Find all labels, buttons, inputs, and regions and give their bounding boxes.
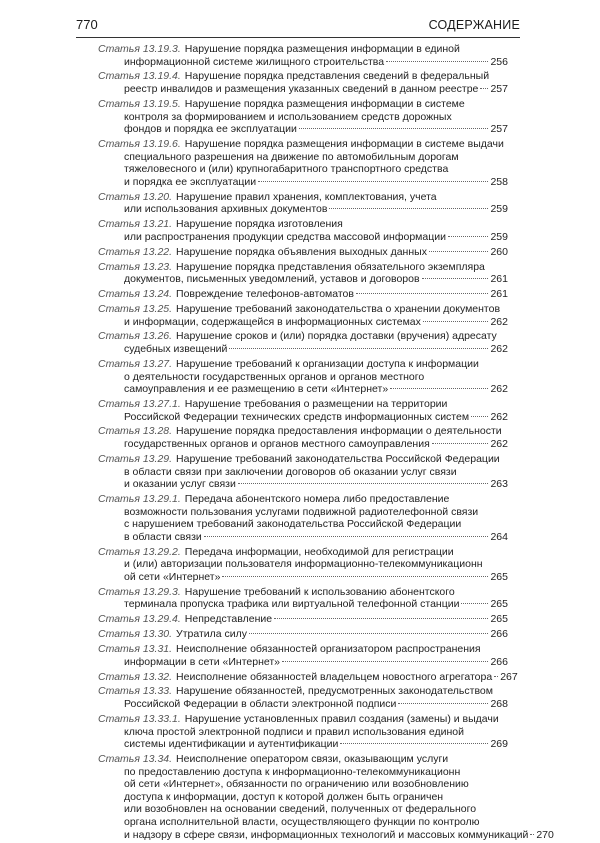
page-ref: 265 (490, 613, 508, 626)
toc-entry (98, 218, 508, 243)
article-label: Статья 13.19.3. (98, 43, 181, 55)
entry-title-text: Нарушение порядка предоставления информации о деятельности (176, 425, 502, 438)
entry-title-text: Нарушение обязанностей, предусмотренных законодательством (176, 685, 493, 698)
article-label: Статья 13.19.5. (98, 97, 181, 110)
entry-title-text: возможности пользования услугами подвижной радиотелефонной связи (124, 505, 479, 518)
toc-entry (98, 246, 508, 259)
dot-leader (432, 443, 489, 444)
page-ref: 269 (490, 738, 508, 751)
toc-entry-line (98, 586, 508, 599)
article-label: Статья 13.23. (98, 260, 173, 273)
toc-entry-line (98, 383, 508, 396)
entry-title-text: Повреждение телефонов-автоматов (176, 288, 354, 301)
toc-entry-line (98, 203, 508, 216)
entry-title-text: судебных извещений (124, 343, 228, 356)
toc-entry (98, 586, 508, 611)
article-label: Статья 13.27. (98, 357, 173, 370)
toc-entry-line (98, 571, 508, 584)
toc-entry-line (98, 685, 508, 698)
article-label: Статья 13.25. (98, 302, 173, 315)
entry-title-text: Нарушение порядка объявления выходных данных (176, 245, 427, 258)
page-ref: 259 (490, 230, 508, 243)
toc-entry-line (98, 726, 508, 739)
toc-entry (98, 425, 508, 450)
article-label: Статья 13.27.1. (98, 398, 181, 410)
toc-entry-line (98, 698, 508, 711)
entry-title-text: и надзору в сфере связи, информационных технологий и массовых коммуникаций (124, 828, 529, 841)
toc-entry-line (98, 493, 508, 506)
toc-entry-line (98, 803, 508, 816)
entry-title-text: информации в сети «Интернет» (124, 655, 281, 668)
dot-leader (299, 128, 489, 129)
article-label: Статья 13.34. (98, 753, 173, 765)
entry-title-text: по предоставлению доступа к информационно-телекоммуникационн (124, 765, 461, 778)
header-rule (76, 37, 520, 38)
page-ref: 262 (490, 410, 508, 423)
entry-title-text: контроля за формированием и использованием средств дорожных (124, 110, 452, 123)
toc-entry-line (98, 738, 508, 751)
article-label: Статья 13.33.1. (98, 712, 181, 725)
dot-leader (204, 536, 489, 537)
article-label: Статья 13.28. (98, 425, 173, 438)
article-label: Статья 13.29. (98, 452, 173, 465)
toc-entry (98, 70, 508, 95)
toc-entry-line (98, 628, 508, 641)
page-header (76, 17, 520, 32)
article-label: Статья 13.33. (98, 685, 173, 698)
toc-entry-line (98, 358, 508, 371)
dot-leader (356, 293, 488, 294)
dot-leader (480, 88, 488, 89)
toc-entry-line (98, 558, 508, 571)
page-ref: 258 (490, 175, 508, 188)
toc-entry-line (98, 670, 518, 684)
toc-entry-line (98, 330, 508, 343)
article-label: Статья 13.29.1. (98, 493, 181, 506)
dot-leader (461, 603, 488, 604)
entry-title-text: и (или) авторизации пользователя информационно-телекоммуникационн (124, 558, 483, 571)
entry-title-text: и информации, содержащейся в информационных системах (124, 315, 421, 328)
entry-title-text: Нарушение порядка изготовления (176, 218, 343, 231)
entry-title-text: или использования архивных документов (124, 203, 328, 216)
dot-leader (398, 703, 488, 704)
entry-title-text: Нарушение порядка представления обязательного экземпляра (176, 260, 485, 273)
entry-title-text: доступа к информации, доступ к которой должен быть ограничен (124, 790, 444, 803)
entry-title-text: фондов и порядка ее эксплуатации (124, 123, 297, 136)
dot-leader (329, 208, 488, 209)
running-title: СОДЕРЖАНИЕ (428, 18, 520, 32)
toc-entry-line (98, 518, 508, 531)
entry-title-text: Нарушение требований законодательства Российской Федерации (176, 452, 500, 465)
article-label: Статья 13.21. (98, 218, 173, 231)
toc-entry-line (98, 83, 508, 96)
dot-leader (429, 251, 489, 252)
page-ref: 261 (490, 273, 508, 286)
entry-title-text: Передача информации, необходимой для регистрации (184, 545, 454, 558)
toc-entry-line (98, 163, 508, 176)
page-ref: 265 (490, 570, 508, 583)
page-ref: 264 (490, 530, 508, 543)
entry-title-text: Нарушение требований к организации доступа к информации (176, 357, 479, 370)
toc-entry-line (98, 531, 508, 544)
entry-title-text: Нарушение порядка размещения информации в системе (184, 97, 465, 110)
toc-entry-line (98, 453, 508, 466)
dot-leader (471, 416, 488, 417)
toc-entry-line (98, 613, 508, 626)
entry-title-text: или возобновлен на основании сведений, полученных от федерального (124, 803, 477, 816)
toc-entry (98, 303, 508, 328)
toc-entry-line (98, 828, 554, 842)
entry-title-text: о деятельности государственных органов и органов местного (124, 370, 425, 383)
toc-entry (98, 628, 508, 641)
toc-entry-line (98, 273, 508, 286)
toc-entry-line (98, 123, 508, 136)
toc-entry-line (98, 43, 508, 56)
page-ref: 268 (490, 698, 508, 711)
entry-title-text: Нарушение правил хранения, комплектования, учета (176, 190, 437, 203)
toc-entry-line (98, 506, 508, 519)
toc-entry (98, 685, 508, 710)
entry-title-text: Российской Федерации технических средств информационных систем (124, 410, 470, 423)
article-label: Статья 13.20. (98, 190, 173, 203)
toc-entry-line (98, 191, 508, 204)
toc-entry-line (98, 303, 508, 316)
toc-entry (98, 753, 554, 841)
toc-entry (98, 288, 508, 301)
toc-entry (98, 713, 508, 751)
entry-title-text: Передача абонентского номера либо предоставление (184, 493, 450, 506)
toc-entry-line (98, 598, 508, 611)
toc-entry (98, 330, 508, 355)
toc-entry (98, 261, 508, 286)
entry-title-text: Неисполнение обязанностей владельцем новостного агрегатора (176, 670, 493, 683)
toc-entry (98, 98, 508, 136)
toc-entry-line (98, 218, 508, 231)
article-label: Статья 13.29.2. (98, 545, 181, 558)
toc-entry (98, 613, 508, 626)
entry-title-text: Нарушение требования о размещении на территории (184, 398, 448, 410)
page-ref: 262 (490, 438, 508, 451)
page-ref: 257 (490, 83, 508, 96)
page-ref: 263 (490, 478, 508, 491)
toc-entry-line (98, 56, 508, 69)
page-ref: 265 (490, 598, 508, 611)
entry-title-text: государственных органов и органов местного самоуправления (124, 438, 430, 451)
toc-entry-line (98, 316, 508, 329)
toc-entry-line (98, 766, 508, 779)
toc-entry-line (98, 713, 508, 726)
dot-leader (229, 348, 488, 349)
entry-title-text: ой сети «Интернет», обязанности по ограничению или возобновлению (124, 778, 469, 791)
dot-leader (448, 236, 489, 237)
article-label: Статья 13.19.4. (98, 70, 181, 83)
entry-title-text: ой сети «Интернет» (124, 570, 221, 583)
page-number: 770 (76, 17, 98, 32)
entry-title-text: Нарушение порядка представления сведений в федеральный (184, 70, 490, 83)
page-ref: 267 (500, 670, 518, 683)
entry-title-text: и порядка ее эксплуатации (124, 175, 257, 188)
entry-title-text: Неисполнение оператором связи, оказывающим услуги (176, 753, 449, 765)
dot-leader (258, 181, 488, 182)
toc-entry-line (98, 261, 508, 274)
entry-title-text: Неисполнение обязанностей организатором распространения (176, 643, 481, 656)
dot-leader (249, 633, 488, 634)
entry-title-text: Нарушение порядка размещения информации в системе выдачи (184, 138, 504, 151)
entry-title-text: информационной системе жилищного строительства (124, 55, 385, 68)
toc-entry-line (98, 70, 508, 83)
toc-entry (98, 43, 508, 68)
toc-entry-line (98, 111, 508, 124)
toc-entry-line (98, 478, 508, 491)
page-ref: 262 (490, 315, 508, 328)
article-label: Статья 13.26. (98, 330, 173, 343)
page-ref: 256 (490, 55, 508, 68)
toc-entry-line (98, 438, 508, 451)
entry-title-text: Нарушение требований к использованию абонентского (184, 585, 455, 598)
toc-entry-line (98, 816, 508, 829)
entry-title-text: Утратила силу (176, 628, 248, 641)
article-label: Статья 13.29.3. (98, 585, 181, 598)
page-ref: 266 (490, 655, 508, 668)
toc-entry-line (98, 371, 508, 384)
entry-title-text: реестр инвалидов и размещения указанных сведений в данном реестре (124, 83, 479, 96)
dot-leader (222, 576, 488, 577)
dot-leader (386, 61, 488, 62)
dot-leader (274, 618, 488, 619)
table-of-contents (98, 43, 554, 843)
page-ref: 259 (490, 203, 508, 216)
page-ref: 266 (490, 628, 508, 641)
toc-entry (98, 398, 508, 423)
entry-title-text: Нарушение сроков и (или) порядка доставки (вручения) адресату (176, 330, 497, 343)
toc-entry-line (98, 231, 508, 244)
page-ref: 261 (490, 288, 508, 301)
toc-entry (98, 670, 518, 684)
toc-entry-line (98, 343, 508, 356)
page-ref: 270 (536, 828, 554, 841)
entry-title-text: Нарушение установленных правил создания (замены) и выдачи (184, 712, 499, 725)
entry-title-text: в области связи при заключении договоров об оказании услуг связи (124, 465, 457, 478)
toc-entry (98, 191, 508, 216)
entry-title-text: Российской Федерации в области электронной подписи (124, 698, 397, 711)
entry-title-text: в области связи (124, 530, 202, 543)
entry-title-text: ключа простой электронной подписи и правил использования единой (124, 725, 465, 738)
entry-title-text: тяжеловесного и (или) крупногабаритного транспортного средства (124, 163, 449, 176)
entry-title-text: или распространения продукции средства массовой информации (124, 230, 446, 243)
toc-entry-line (98, 656, 508, 669)
page-ref: 257 (490, 123, 508, 136)
entry-title-text: самоуправления и ее размещению в сети «Интернет» (124, 383, 389, 396)
page-ref: 262 (490, 383, 508, 396)
toc-entry-line (98, 466, 508, 479)
toc-entry-line (98, 778, 508, 791)
toc-entry-line (98, 643, 508, 656)
entry-title-text: специального разрешения на движение по автомобильным дорогам (124, 150, 459, 163)
toc-entry (98, 493, 508, 543)
article-label: Статья 13.31. (98, 643, 173, 656)
page-ref: 262 (490, 343, 508, 356)
toc-entry (98, 546, 508, 584)
entry-title-text: терминала пропуска трафика или виртуальной телефонной станции (124, 598, 460, 611)
toc-entry-line (98, 753, 508, 766)
dot-leader (282, 661, 488, 662)
article-label: Статья 13.22. (98, 245, 173, 258)
article-label: Статья 13.32. (98, 670, 173, 683)
article-label: Статья 13.30. (98, 628, 173, 641)
toc-entry-line (98, 546, 508, 559)
toc-entry (98, 138, 508, 188)
article-label: Статья 13.29.4. (98, 613, 181, 626)
dot-leader (423, 321, 489, 322)
toc-entry-line (98, 176, 508, 189)
dot-leader (530, 834, 534, 835)
entry-title-text: органа исполнительной власти, осуществляющего функции по контролю (124, 815, 480, 828)
toc-entry (98, 453, 508, 491)
toc-entry-line (98, 151, 508, 164)
toc-entry-line (98, 411, 508, 424)
dot-leader (422, 278, 489, 279)
entry-title-text: с нарушением требований законодательства Российской Федерации (124, 518, 462, 531)
entry-title-text: системы идентификации и аутентификации (124, 738, 339, 751)
page-ref: 260 (490, 245, 508, 258)
entry-title-text: Нарушение порядка размещения информации в единой (184, 43, 460, 55)
entry-title-text: и оказании услуг связи (124, 478, 236, 491)
entry-title-text: Нарушение требований законодательства о хранении документов (176, 302, 501, 315)
dot-leader (238, 483, 489, 484)
toc-entry-line (98, 246, 508, 259)
entry-title-text: документов, письменных уведомлений, уставов и договоров (124, 273, 420, 286)
dot-leader (390, 388, 488, 389)
toc-entry (98, 643, 508, 668)
toc-entry-line (98, 138, 508, 151)
toc-entry (98, 358, 508, 396)
toc-entry-line (98, 98, 508, 111)
article-label: Статья 13.24. (98, 288, 173, 301)
entry-title-text: Непредставление (184, 613, 273, 626)
toc-entry-line (98, 398, 508, 411)
dot-leader (494, 676, 498, 677)
article-label: Статья 13.19.6. (98, 138, 181, 151)
dot-leader (340, 743, 488, 744)
toc-entry-line (98, 425, 508, 438)
toc-entry-line (98, 791, 508, 804)
toc-entry-line (98, 288, 508, 301)
